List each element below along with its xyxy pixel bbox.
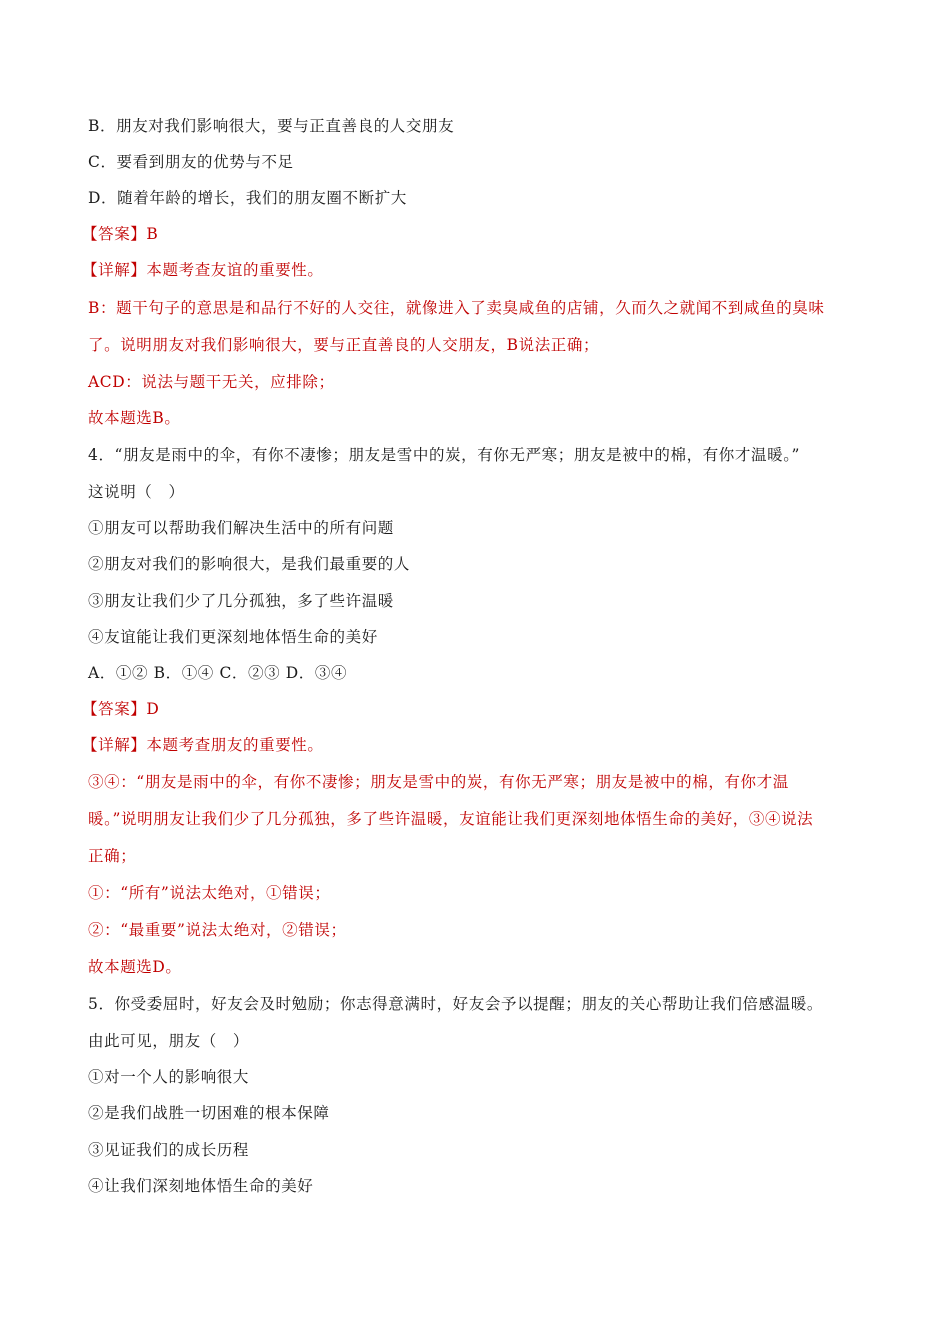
explanation-text: ③④：“朋友是雨中的伞，有你不凄惨；朋友是雪中的炭，有你无严寒；朋友是被中的棉，有你才温 <box>88 773 789 791</box>
option-c: C．要看到朋友的优势与不足 <box>88 153 294 171</box>
explanation-label: 【详解】本题考查朋友的重要性。 <box>82 736 324 754</box>
statement-2: ②朋友对我们的影响很大，是我们最重要的人 <box>88 555 411 573</box>
question-4-options: A．①② B．①④ C．②③ D．③④ <box>88 664 348 682</box>
conclusion-text: 故本题选B。 <box>88 409 181 427</box>
question-5-stem: 由此可见，朋友（ ） <box>88 1032 250 1050</box>
explanation-text: ACD：说法与题干无关，应排除； <box>88 373 335 391</box>
statement-3: ③朋友让我们少了几分孤独，多了些许温暖 <box>88 592 394 610</box>
explanation-label: 【详解】本题考查友谊的重要性。 <box>82 261 324 279</box>
explanation-text: 了。说明朋友对我们影响很大，要与正直善良的人交朋友，B说法正确； <box>88 336 600 354</box>
explanation-text: ②：“最重要”说法太绝对，②错误； <box>88 921 347 939</box>
statement-4: ④友谊能让我们更深刻地体悟生命的美好 <box>88 628 378 646</box>
conclusion-text: 故本题选D。 <box>88 958 182 976</box>
explanation-text: B：题干句子的意思是和品行不好的人交往，就像进入了卖臭咸鱼的店铺，久而久之就闻不到咸鱼的臭味 <box>88 299 825 317</box>
question-5-stem: 5．你受委屈时，好友会及时勉励；你志得意满时，好友会予以提醒；朋友的关心帮助让我们倍感温暖。 <box>88 995 823 1013</box>
answer-label: 【答案】B <box>82 225 159 243</box>
question-4-stem: 4．“朋友是雨中的伞，有你不凄惨；朋友是雪中的炭，有你无严寒；朋友是被中的棉，有你才温暖。” <box>88 446 801 464</box>
option-b: B．朋友对我们影响很大，要与正直善良的人交朋友 <box>88 117 455 135</box>
statement-1: ①朋友可以帮助我们解决生活中的所有问题 <box>88 519 394 537</box>
statement-2: ②是我们战胜一切困难的根本保障 <box>88 1104 330 1122</box>
statement-4: ④让我们深刻地体悟生命的美好 <box>88 1177 314 1195</box>
question-4-stem: 这说明（ ） <box>88 483 185 501</box>
answer-label: 【答案】D <box>82 700 160 718</box>
explanation-text: 暖。”说明朋友让我们少了几分孤独，多了些许温暖，友谊能让我们更深刻地体悟生命的美好，③④说法 <box>88 810 814 828</box>
statement-3: ③见证我们的成长历程 <box>88 1141 250 1159</box>
statement-1: ①对一个人的影响很大 <box>88 1068 250 1086</box>
explanation-text: ①：“所有”说法太绝对，①错误； <box>88 884 331 902</box>
option-d: D．随着年龄的增长，我们的朋友圈不断扩大 <box>88 189 407 207</box>
explanation-text: 正确； <box>88 847 137 865</box>
